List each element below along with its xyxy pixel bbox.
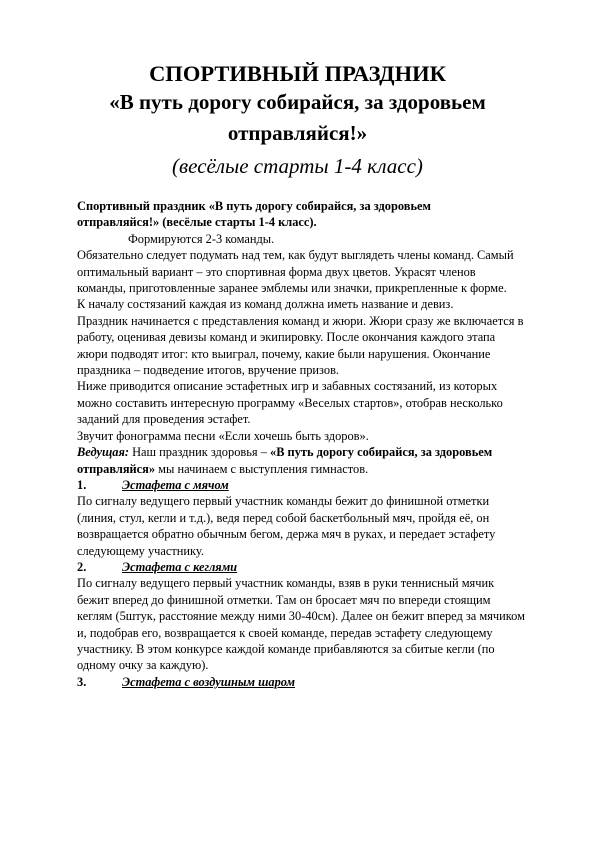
relay-text-2: По сигналу ведущего первый участник команды, взяв в руки теннисный мячик бежит вперед до финишной отметки. Там он бросает мяч по впереди стоящим кеглям (5штук, расстояние между ними 30-40см). Далее он бежит вперед за мячиком и, подобрав его, возвращается к своей команде, передав эстафету следующему участнику. В этом конкурсе каждой команде прибавляются за сбитые кегли (по одному очку за каждую). (77, 576, 525, 673)
relay-number: 3. (77, 674, 87, 689)
relay-title: Эстафета с мячом (122, 477, 229, 492)
relay-heading-1 (77, 477, 527, 493)
main-title: СПОРТИВНЫЙ ПРАЗДНИК (149, 61, 446, 86)
paragraph-song: Звучит фонограмма песни «Если хочешь быть здоров». (77, 428, 369, 443)
subtitle: (весёлые старты 1-4 класс) (172, 154, 423, 178)
relay-title: Эстафета с воздушным шаром (122, 674, 295, 689)
paragraph-motto: К началу состязаний каждая из команд должна иметь название и девиз. (77, 297, 454, 312)
relay-text-1: По сигналу ведущего первый участник команды бежит до финишной отметки (линия, стул, кегли и т.д.), ведя перед собой баскетбольный мяч, пройдя её, он возвращается обратно обычным бегом, держа мяч в руках, и передает эстафету следующему участнику. (77, 494, 496, 558)
paragraph-program: Ниже приводится описание эстафетных игр и забавных состязаний, из которых можно составить интересную программу «Веселых стартов», отобрав несколько заданий для проведения эстафет. (77, 379, 503, 427)
title-line-3: отправляйся!» (227, 121, 368, 145)
title-block (40, 60, 555, 182)
intro-bold-line-2: отправляйся!» (весёлые старты 1-4 класс). (77, 215, 317, 230)
host-text-plain: Наш праздник здоровья – (128, 445, 270, 460)
host-text-bold: «В путь дорогу собирайся, за здоровьем отправляйся» (77, 445, 493, 476)
body-text (77, 198, 527, 690)
relay-number: 1. (77, 477, 87, 492)
relay-heading-2 (77, 559, 527, 575)
paragraph-jury: Праздник начинается с представления команд и жюри. Жюри сразу же включается в работу, оценивая девизы команд и экипировку. После окончания каждого этапа жюри подводят итог: кто выиграл, почему, какие были нарушения. Окончание праздника – подведение итогов, вручение призов. (77, 313, 524, 378)
host-text-tail: мы начинаем с выступления гимнастов. (155, 461, 369, 476)
relay-title: Эстафета с кеглями (122, 559, 238, 574)
relay-heading-3 (77, 674, 527, 690)
host-paragraph (77, 444, 527, 477)
relay-number: 2. (77, 559, 87, 574)
teams-paragraph: Формируются 2-3 команды. (128, 231, 275, 246)
paragraph-uniform: Обязательно следует подумать над тем, как будут выглядеть члены команд. Самый оптимальный вариант – это спортивная форма двух цветов. Украсят членов команды, приготовленные заранее эмблемы или значки, прикрепленные к форме. (77, 248, 514, 296)
host-label: Ведущая: (77, 445, 129, 460)
title-line-2: «В путь дорогу собирайся, за здоровьем (109, 90, 486, 114)
intro-bold-line-1: Спортивный праздник «В путь дорогу собирайся, за здоровьем (77, 199, 431, 213)
